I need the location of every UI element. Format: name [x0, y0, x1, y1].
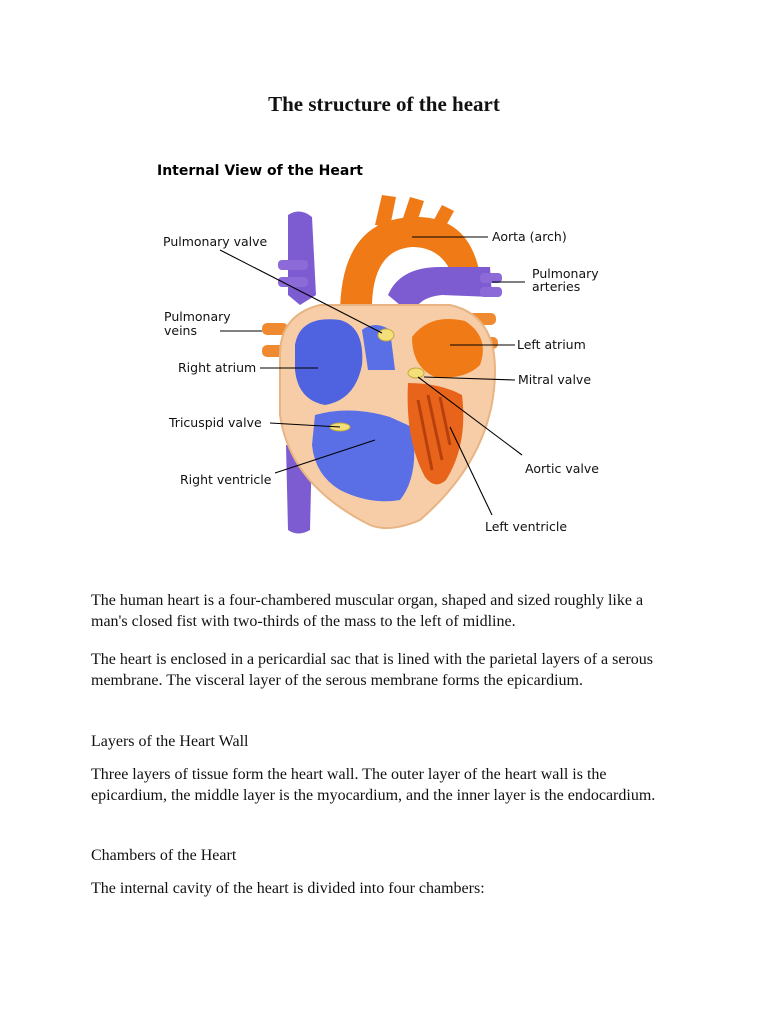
vessel-branch — [278, 260, 308, 270]
label-pulmonary-arteries-2: arteries — [532, 279, 581, 294]
paragraph-chambers: The internal cavity of the heart is divided into four chambers: — [91, 880, 485, 897]
figure-title: Internal View of the Heart — [157, 163, 363, 179]
heart-diagram — [150, 155, 620, 550]
paragraph-heart-overview: The human heart is a four-chambered muscular organ, shaped and sized roughly like a man's closed fist with two-thirds of the mass to the left of midline. — [91, 592, 644, 630]
paragraph-pericardium: The heart is enclosed in a pericardial sac that is lined with the parietal layers of a serous membrane. The visceral layer of the serous membrane forms the epicardium. — [91, 651, 654, 689]
label-pulmonary-veins-2: veins — [164, 323, 197, 338]
label-left-ventricle: Left ventricle — [485, 519, 568, 534]
label-right-ventricle: Right ventricle — [180, 472, 272, 487]
superior-vena-cava — [288, 211, 316, 305]
mitral-valve-shape — [408, 368, 424, 378]
paragraph-layers: Three layers of tissue form the heart wall. The outer layer of the heart wall is the epicardium, the middle layer is the myocardium, and the inner layer is the endocardium. — [91, 766, 656, 804]
label-aortic-valve: Aortic valve — [525, 461, 599, 476]
label-left-atrium: Left atrium — [517, 337, 586, 352]
label-aorta-arch: Aorta (arch) — [492, 229, 567, 244]
label-pulmonary-veins: Pulmonary — [164, 309, 231, 324]
heart-illustration — [150, 155, 620, 550]
heading-chambers: Chambers of the Heart — [91, 847, 237, 864]
label-right-atrium: Right atrium — [178, 360, 257, 375]
page-title: The structure of the heart — [268, 92, 500, 116]
pulmonary-artery-branch — [480, 287, 502, 297]
pulmonary-valve-shape — [378, 329, 394, 341]
heading-layers: Layers of the Heart Wall — [91, 733, 249, 750]
label-tricuspid-valve: Tricuspid valve — [169, 415, 262, 430]
label-pulmonary-arteries: Pulmonary — [532, 266, 599, 281]
label-pulmonary-valve: Pulmonary valve — [163, 234, 268, 249]
label-mitral-valve: Mitral valve — [518, 372, 592, 387]
